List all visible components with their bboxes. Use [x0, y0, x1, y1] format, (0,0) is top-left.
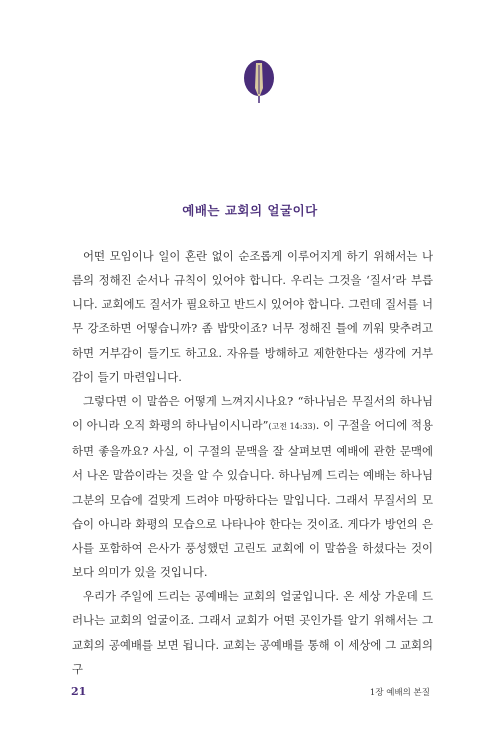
paragraph-1: 어떤 모임이나 일이 혼란 없이 순조롭게 이루어지게 하기 위해서는 나름의 정해진 순서나 규칙이 있어야 합니다. 우리는 그것을 ‘질서’라 부릅니다. 교회에도 질서가 필요하고 반드시 있어야 합니다. 그런데 질서를 너무 강조하면 어떻습니까? 좀 밥맛이죠? 너무 정해진 틀에 끼워 맞추려고 하면 거부감이 들기도 하고요. 자유를 방해하고 제한한다는 생각에 거부감이 들기 마련입니다. [72, 249, 433, 384]
paragraph-2 [72, 389, 433, 584]
paragraph-2-text-after: . 이 구절을 어디에 적용하면 좋을까요? 사실, 이 구절의 문맥을 잘 살펴보면 예배에 관한 문맥에서 나온 말씀이라는 것을 알 수 있습니다. 하나님께 드리는 예배는 하나님 그분의 모습에 걸맞게 드려야 마땅하다는 말입니다. 그래서 무질서의 모습이 아니라 화평의 모습으로 나타나야 한다는 것이죠. 게다가 방언의 은사를 포함하여 은사가 풍성했던 고린도 교회에 이 말씀을 하셨다는 것이 보다 의미가 있을 것입니다. [72, 418, 433, 580]
chapter-title: 예배는 교회의 얼굴이다 [182, 203, 318, 218]
page-number: 21 [71, 685, 87, 698]
pen-nib-emblem-icon [240, 58, 278, 104]
paragraph-3: 우리가 주일에 드리는 공예배는 교회의 얼굴입니다. 온 세상 가운데 드러나는 교회의 얼굴이죠. 그래서 교회가 어떤 곳인가를 알기 위해서는 그 교회의 공예배를 보면 됩니다. 교회는 공예배를 통해 이 세상에 그 교회의 구 [72, 589, 433, 676]
running-head: 1장 예배의 본질 [369, 688, 430, 698]
paragraph-2-text-before: 그렇다면 이 말씀은 어떻게 느껴지시나요? “하나님은 무질서의 하나님이 아니라 오직 화평의 하나님이시니라” [72, 393, 433, 433]
body-text [72, 244, 433, 681]
bible-reference: (고전 14:33) [268, 422, 316, 432]
